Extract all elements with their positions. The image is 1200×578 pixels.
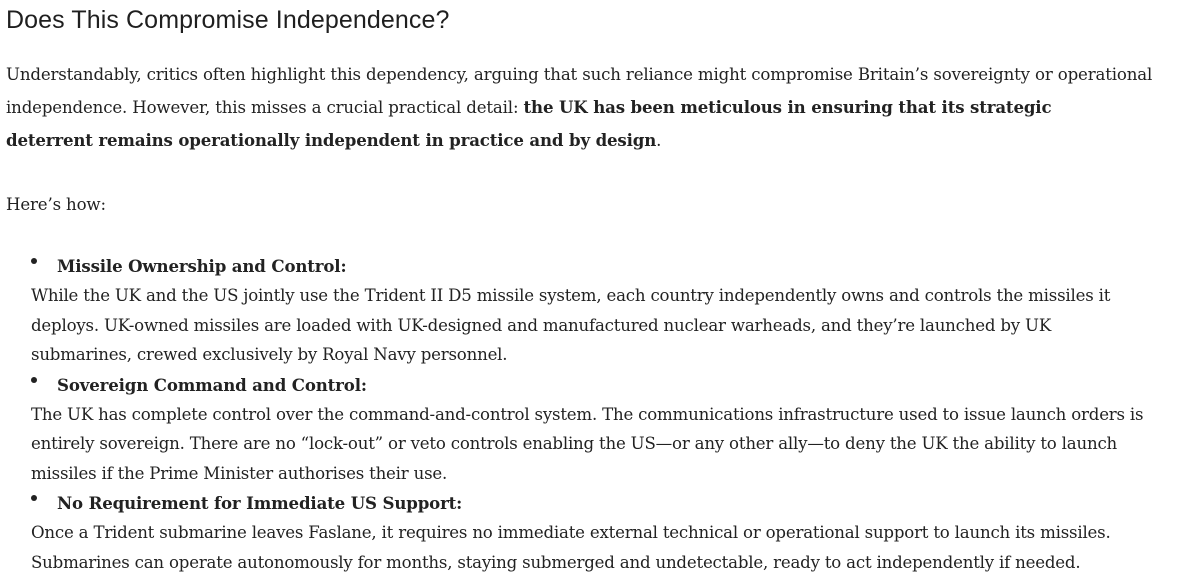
list-item-title: Sovereign Command and Control: <box>57 374 367 395</box>
list-item-line: Once a Trident submarine leaves Faslane, it requires no immediate external technical or operational support to launch its missiles. <box>31 523 1111 542</box>
intro-line-3-end: . <box>656 131 662 150</box>
list-item-body <box>0 281 1200 370</box>
list-item-line: deploys. UK-owned missiles are loaded with UK-designed and manufactured nuclear warheads, and they’re launched by UK <box>31 315 1052 335</box>
howto-paragraph: Here’s how: <box>6 195 106 214</box>
list-item-body <box>0 518 1200 577</box>
list-item-body <box>0 400 1200 489</box>
list-item-header <box>0 251 1200 281</box>
list-item-title: No Requirement for Immediate US Support: <box>57 493 463 513</box>
intro-line-3 <box>6 124 1198 157</box>
list-item-line: entirely sovereign. There are no “lock-out” or veto controls enabling the US—or any other ally—to deny the UK the ability to launch <box>31 434 1118 453</box>
list-item-line: submarines, crewed exclusively by Royal Navy personnel. <box>31 345 508 364</box>
intro-line-2 <box>6 91 1198 124</box>
list-item-header <box>0 488 1200 518</box>
bullet-list <box>0 251 1200 577</box>
list-item-header <box>0 370 1200 400</box>
section-heading: Does This Compromise Independence? <box>6 6 450 34</box>
intro-paragraph <box>6 59 1198 157</box>
intro-emphasis-part-1: the UK has been meticulous in ensuring that its strategic <box>523 97 1052 117</box>
list-item-title: Missile Ownership and Control: <box>57 256 347 276</box>
bullet-icon <box>31 258 37 264</box>
list-item <box>0 251 1200 370</box>
list-item-line: While the UK and the US jointly use the Trident II D5 missile system, each country independently owns and controls the missiles it <box>31 286 1111 305</box>
intro-line-1: Understandably, critics often highlight this dependency, arguing that such reliance might compromise Britain’s sovereignty or operational <box>6 65 1153 84</box>
list-item-line: missiles if the Prime Minister authorises their use. <box>31 463 448 483</box>
list-item-line: Submarines can operate autonomously for months, staying submerged and undetectable, ready to act independently if needed. <box>31 552 1081 572</box>
list-item <box>0 370 1200 489</box>
intro-line-2-text: independence. However, this misses a crucial practical detail: <box>6 98 524 117</box>
list-item-line: The UK has complete control over the command-and-control system. The communications infrastructure used to issue launch orders is <box>31 404 1144 424</box>
bullet-icon <box>31 377 37 383</box>
list-item <box>0 488 1200 577</box>
bullet-icon <box>31 495 37 501</box>
intro-emphasis-part-2: deterrent remains operationally independent in practice and by design <box>6 130 657 150</box>
